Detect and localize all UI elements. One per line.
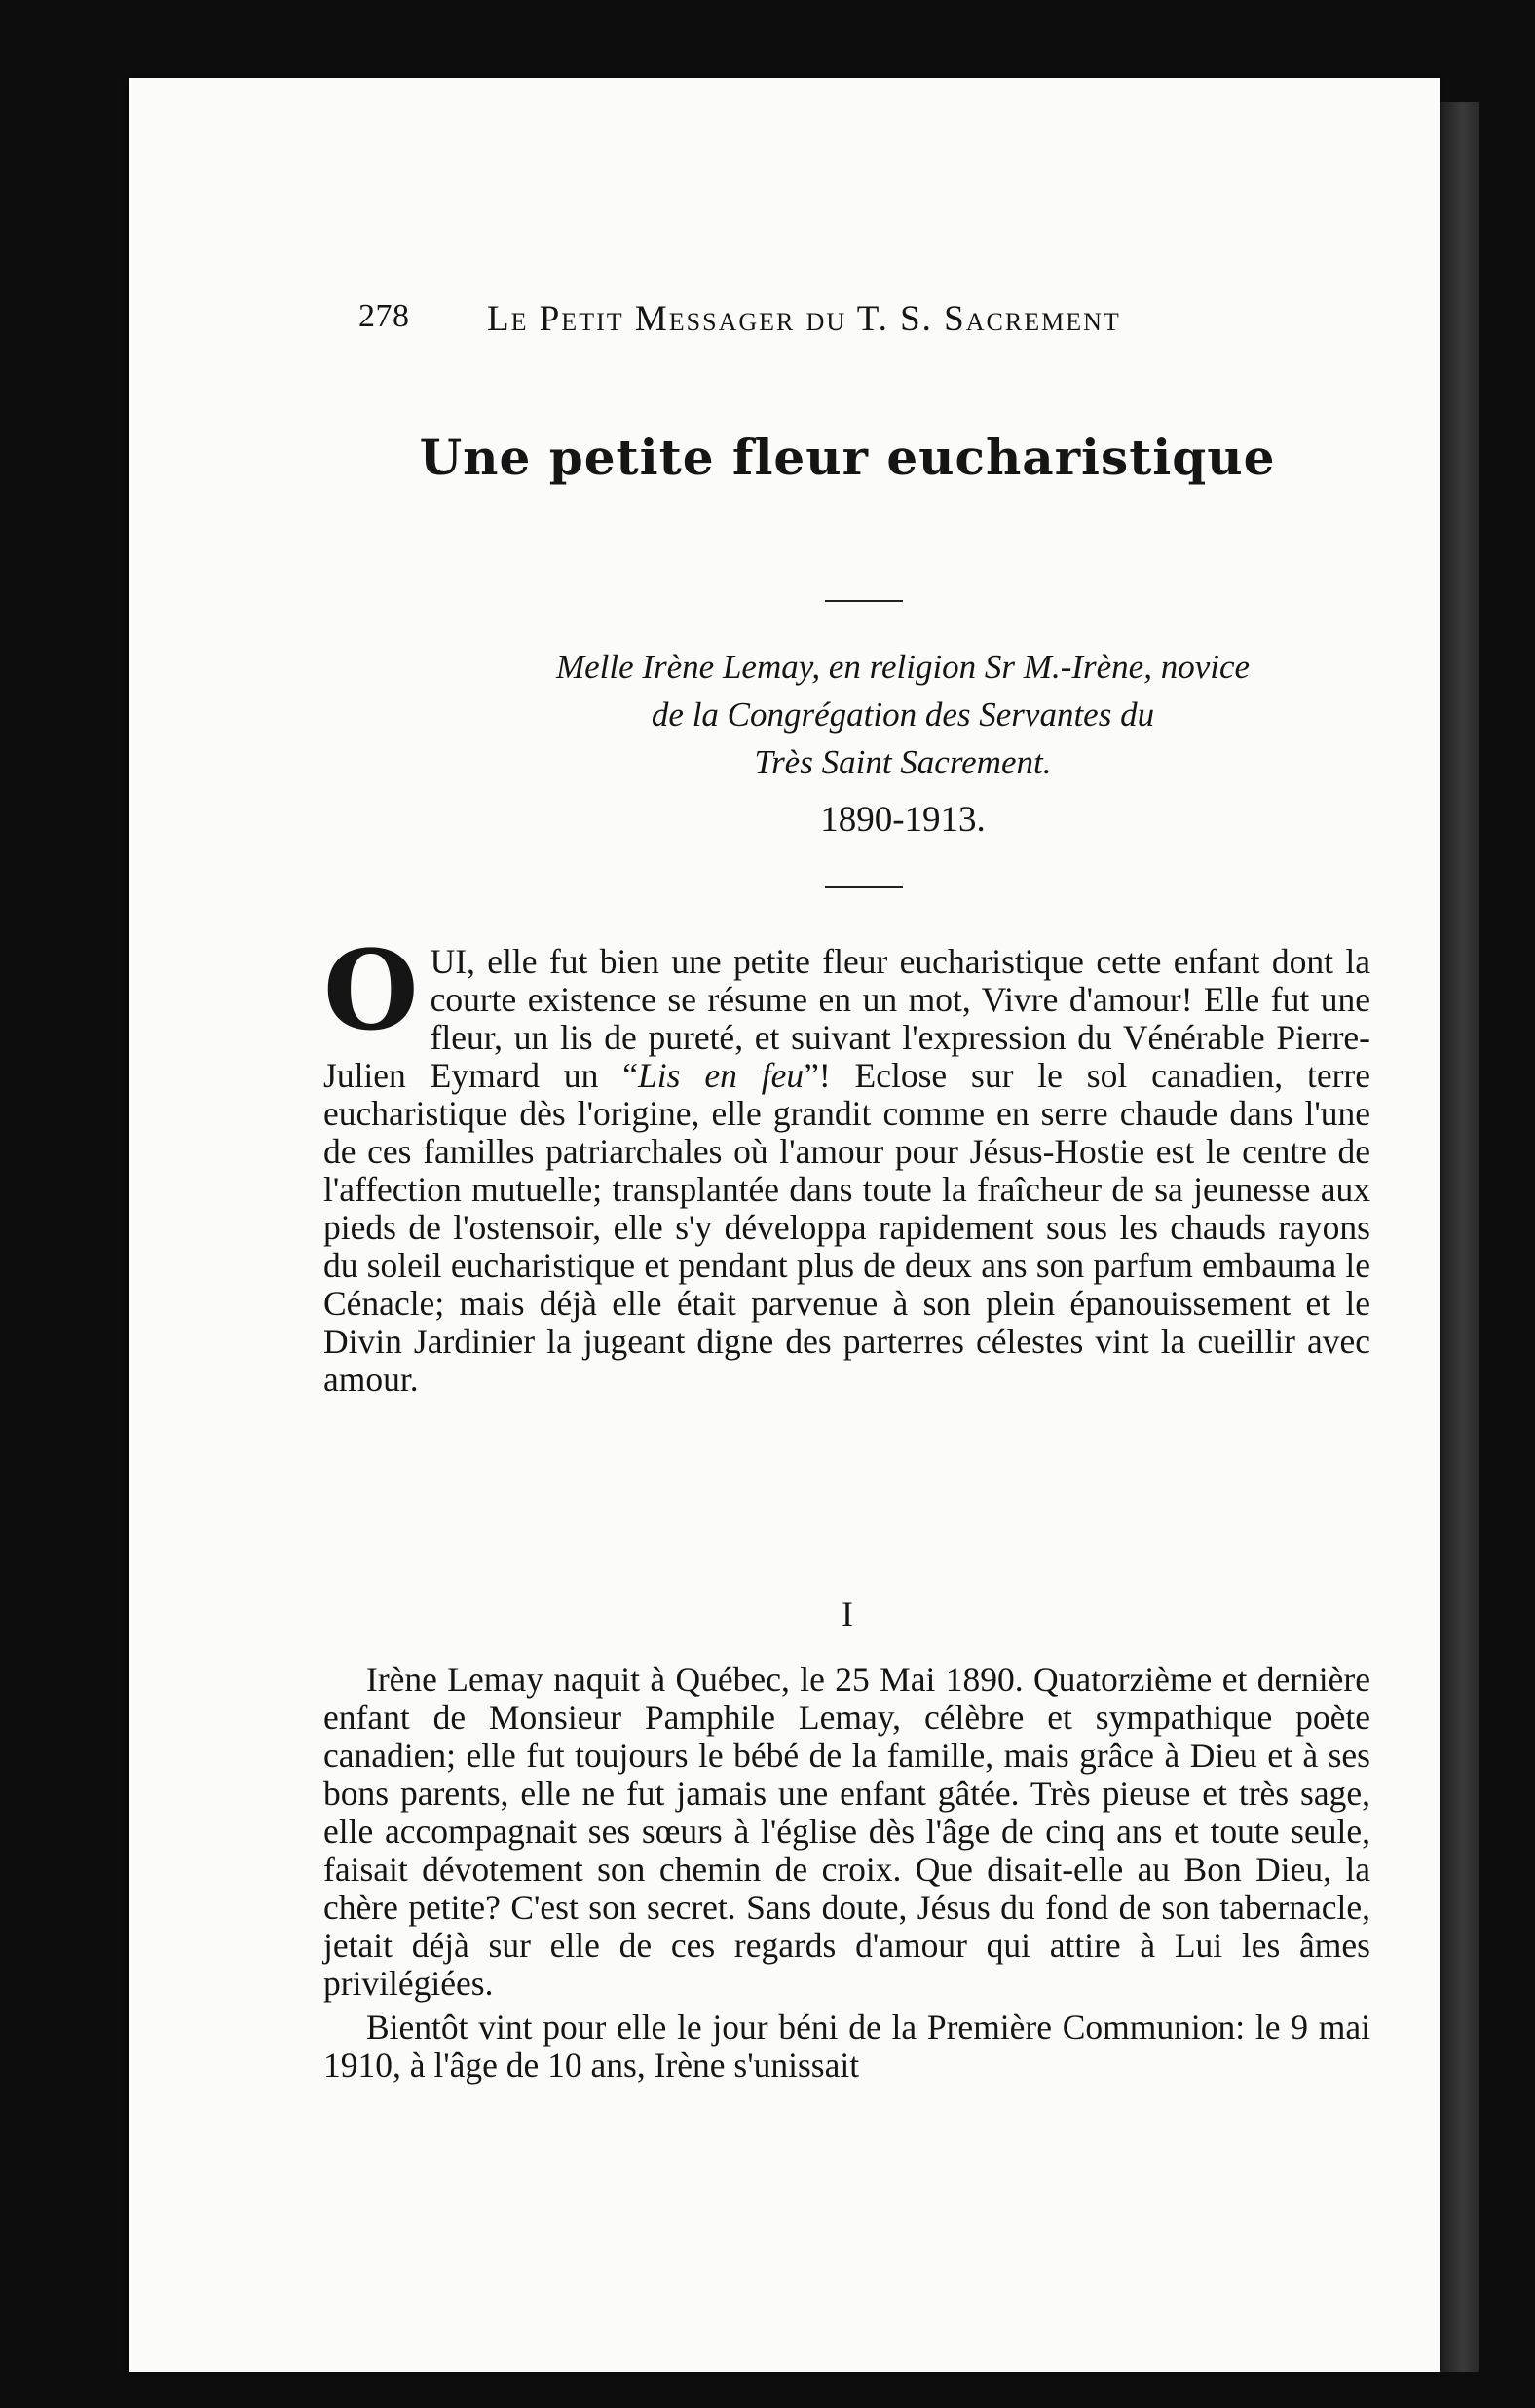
life-dates: 1890-1913. bbox=[820, 800, 986, 840]
drop-cap: O bbox=[323, 927, 419, 1055]
subtitle-line: de la Congrégation des Servantes du bbox=[651, 696, 1155, 734]
article-subtitle bbox=[421, 643, 1385, 786]
article-title: Une petite fleur eucharistique bbox=[419, 429, 1276, 486]
section-body bbox=[323, 1661, 1370, 2085]
journal-title: Le Petit Messager du T. S. Sacrement bbox=[487, 299, 1121, 339]
intro-paragraph bbox=[323, 927, 1370, 1399]
scan-background-edge bbox=[1440, 102, 1479, 2372]
intro-text-start: UI, elle fut bien une petite fleur eucharistique cette enfant dont la courte existence se résume en un mot, Vivre d'amour! Elle fut une fleur, un lis de pureté, et suivant l'expression du Vénérable Pierre-Julien Eymard un “ bbox=[323, 942, 1370, 1095]
running-head bbox=[358, 298, 1342, 357]
page-number: 278 bbox=[358, 298, 410, 334]
subtitle-line: Melle Irène Lemay, en religion Sr M.-Irène, novice bbox=[555, 648, 1251, 686]
book-page bbox=[129, 78, 1440, 2372]
intro-italic-quote: Lis en feu bbox=[638, 1056, 805, 1095]
subtitle-line: Très Saint Sacrement. bbox=[754, 743, 1052, 781]
section-number: I bbox=[842, 1595, 853, 1634]
body-paragraph: Irène Lemay naquit à Québec, le 25 Mai 1890. Quatorzième et dernière enfant de Monsieur Pamphile Lemay, célèbre et sympathique poète canadien; elle fut toujours le bébé de la famille, mais grâce à Dieu et à ses bons parents, elle ne fut jamais une enfant gâtée. Très pieuse et très sage, elle accompagnait ses sœurs à l'église dès l'âge de cinq ans et toute seule, faisait dévotement son chemin de croix. Que disait-elle au Bon Dieu, la chère petite? C'est son secret. Sans doute, Jésus du fond de son tabernacle, jetait déjà sur elle de ces regards d'amour qui attire à Lui les âmes privilégiées. bbox=[323, 1660, 1370, 2003]
body-paragraph: Bientôt vint pour elle le jour béni de la Première Communion: le 9 mai 1910, à l'âge de 10 ans, Irène s'unissait bbox=[323, 2008, 1370, 2085]
intro-text-end: ”! Eclose sur le sol canadien, terre eucharistique dès l'origine, elle grandit comme en serre chaude dans l'une de ces familles patriarchales où l'amour pour Jésus-Hostie est le centre de l'affection mutuelle; transplantée dans toute la fraîcheur de sa jeunesse aux pieds de l'ostensoir, elle s'y développa rapidement sous les chauds rayons du soleil eucharistique et pendant plus de deux ans son parfum embauma le Cénacle; mais déjà elle était parvenue à son plein épanouissement et le Divin Jardinier la jugeant digne des parterres célestes vint la cueillir avec amour. bbox=[323, 1056, 1370, 1399]
title-rule bbox=[825, 600, 903, 602]
dates-rule bbox=[825, 886, 903, 888]
